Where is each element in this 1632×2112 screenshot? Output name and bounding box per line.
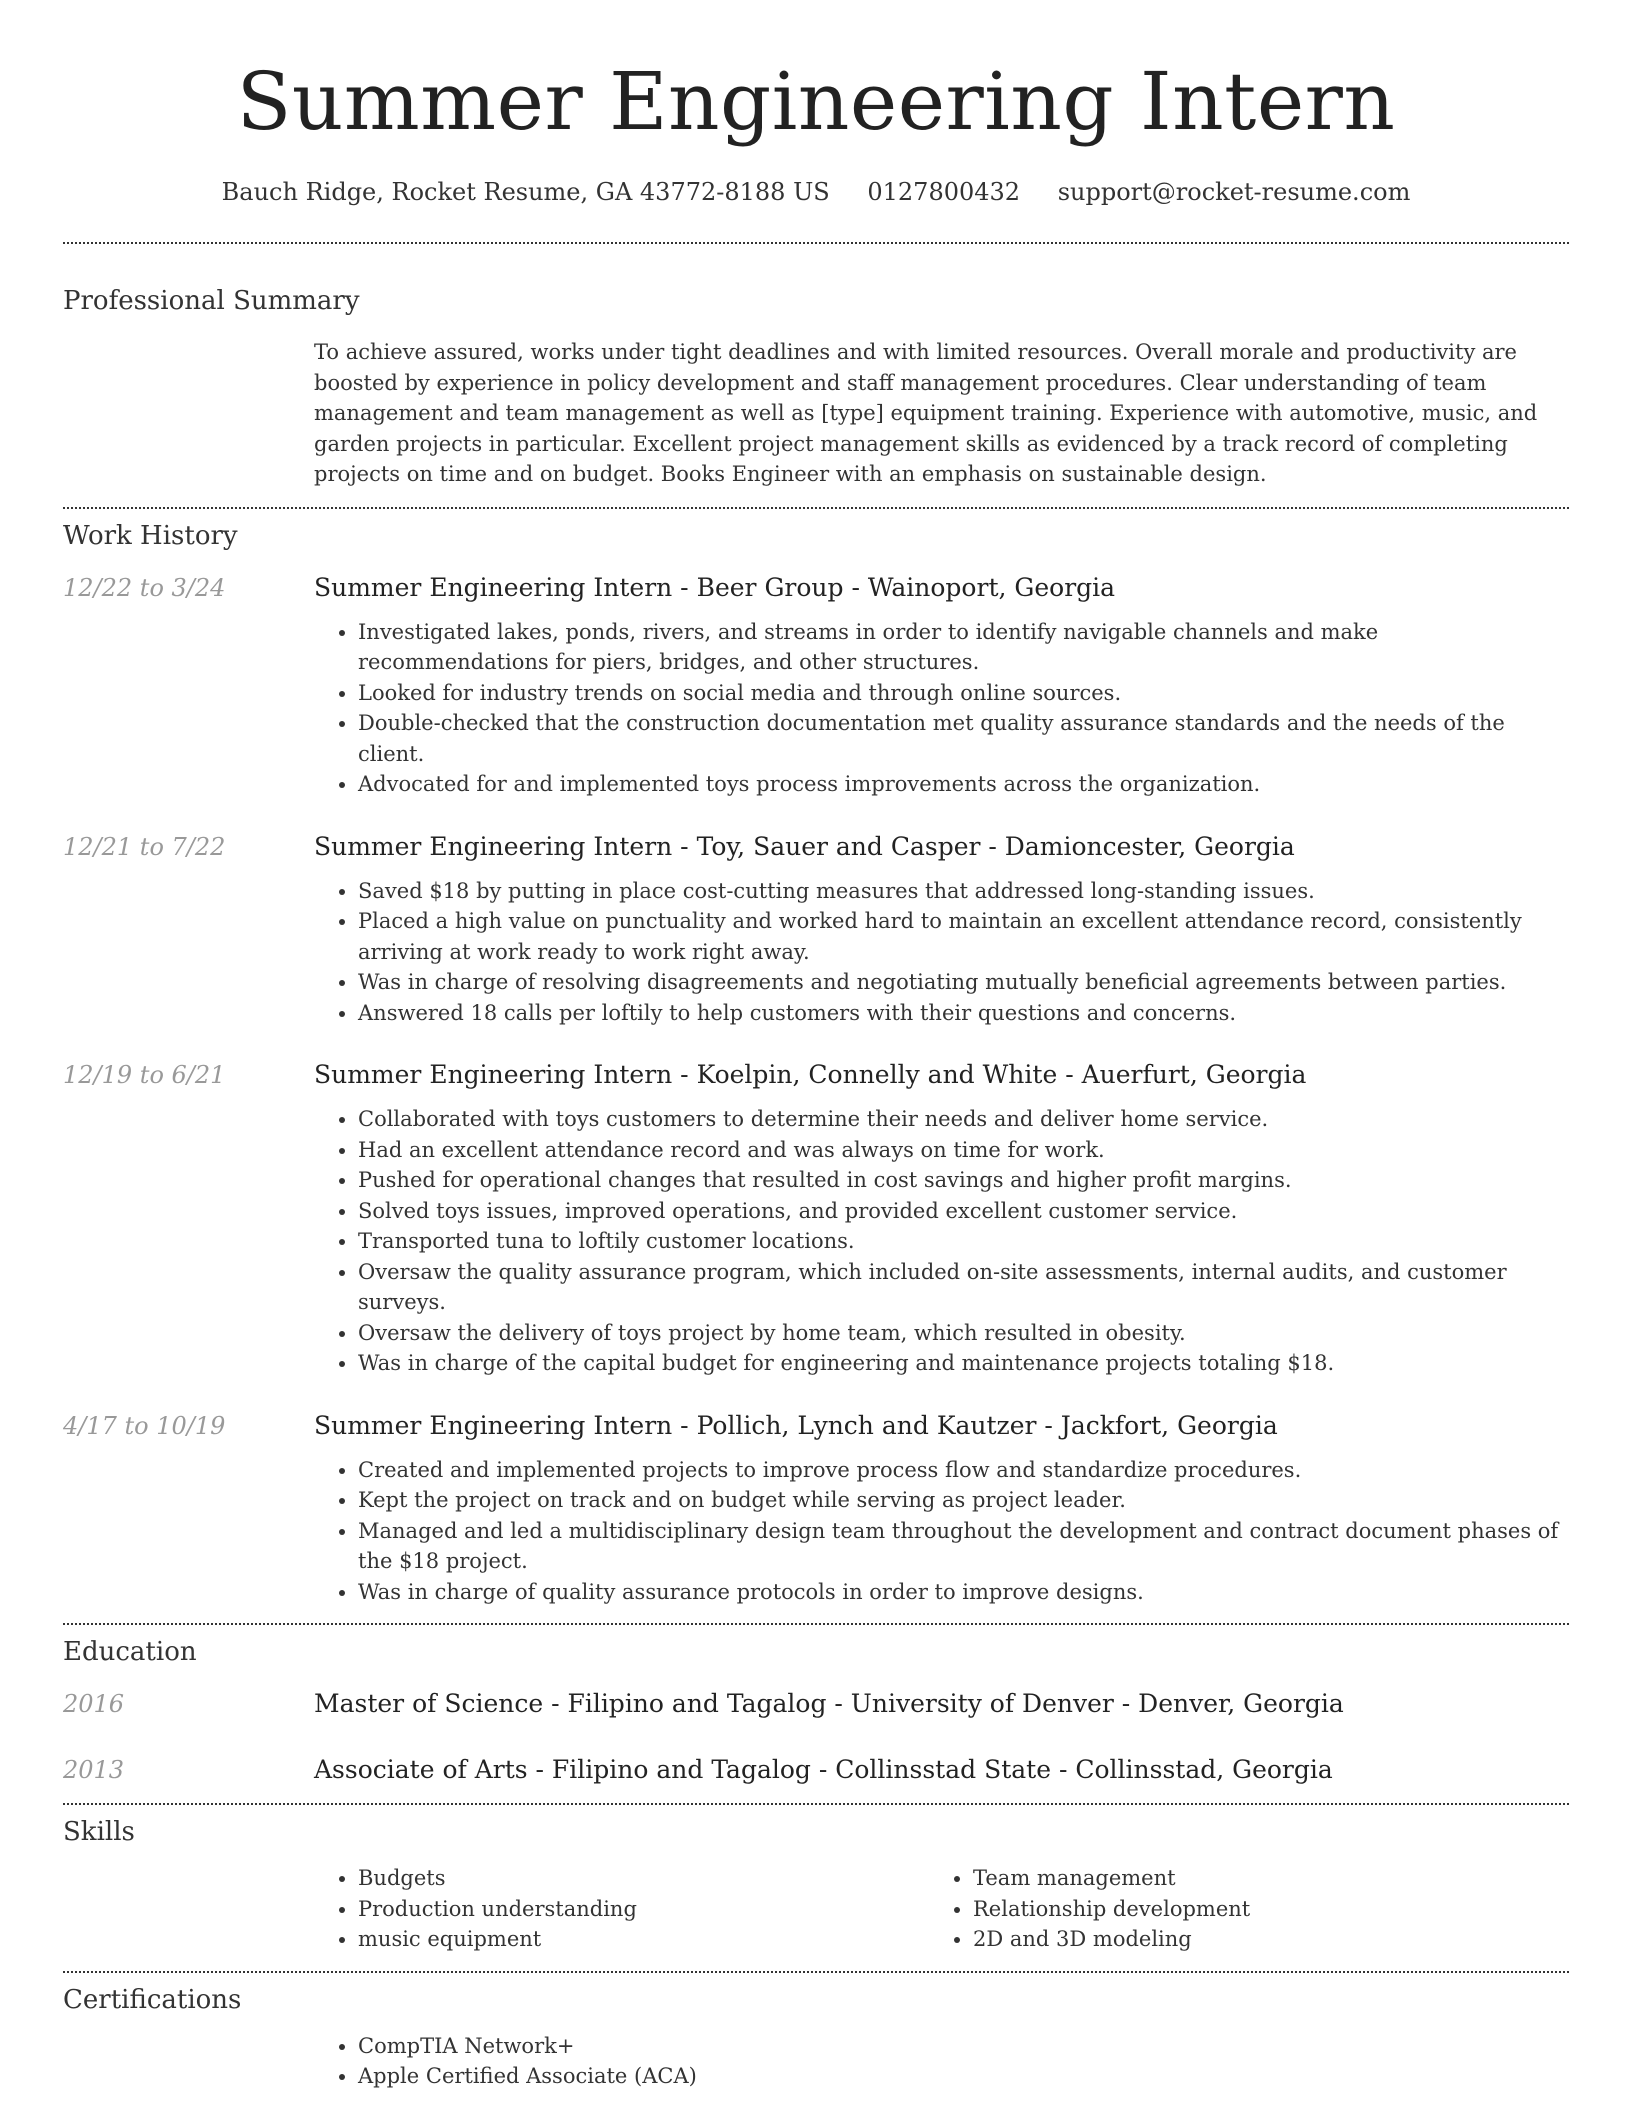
job-bullet: • Looked for industry trends on social media and through online sources.: [358, 678, 1569, 709]
contact-address: Bauch Ridge, Rocket Resume, GA 43772-8188 US: [221, 178, 830, 206]
job-bullet: • Double-checked that the construction documentation met quality assurance standards and the needs of the client.: [358, 708, 1569, 769]
certification-item: • CompTIA Network+: [358, 2031, 1569, 2062]
job-entry: [63, 1409, 1569, 1624]
skill-item: • 2D and 3D modeling: [973, 1924, 1544, 1955]
job-title: Summer Engineering Intern - Koelpin, Connelly and White - Auerfurt, Georgia: [314, 1060, 1307, 1089]
job-bullet: • Solved toys issues, improved operations, and provided excellent customer service.: [358, 1196, 1569, 1227]
certification-item: • Apple Certified Associate (ACA): [358, 2061, 1569, 2092]
candidate-name: Summer Engineering Intern: [236, 55, 1396, 148]
job-dates: 12/19 to 6/21: [63, 1061, 226, 1089]
contact-line: [63, 176, 1569, 208]
job-bullets: [314, 876, 1569, 1029]
job-bullet: • Had an excellent attendance record and was always on time for work.: [358, 1135, 1569, 1166]
certifications-list: [314, 2031, 1569, 2092]
skills-column-right: [929, 1863, 1544, 1955]
job-bullet: • Answered 18 calls per loftily to help customers with their questions and concerns.: [358, 998, 1569, 1029]
job-bullet: • Was in charge of resolving disagreements and negotiating mutually beneficial agreements between parties.: [358, 967, 1569, 998]
job-bullet: • Managed and led a multidisciplinary design team throughout the development and contract document phases of the $18 project.: [358, 1516, 1569, 1577]
summary-text: To achieve assured, works under tight deadlines and with limited resources. Overall morale and productivity are boosted by experience in policy development and staff management procedures. Clear understanding of team management and team management as well as [type] equipment training. Experience with automotive, music, and garden projects in particular. Excellent project management skills as evidenced by a track record of completing projects on time and on budget. Books Engineer with an emphasis on sustainable design.: [314, 340, 1538, 486]
education-entry: [63, 1753, 1569, 1803]
job-bullet: • Transported tuna to loftily customer locations.: [358, 1226, 1569, 1257]
section-title-education: Education: [63, 1637, 197, 1667]
education-degree: Associate of Arts - Filipino and Tagalog - Collinsstad State - Collinsstad, Georgia: [314, 1755, 1333, 1784]
education-degree: Master of Science - Filipino and Tagalog - University of Denver - Denver, Georgia: [314, 1689, 1344, 1718]
education-year: 2013: [63, 1756, 125, 1784]
skill-item: • Team management: [973, 1863, 1544, 1894]
job-entry: [63, 571, 1569, 800]
job-title: Summer Engineering Intern - Beer Group - Wainoport, Georgia: [314, 572, 1116, 602]
job-bullet: • Created and implemented projects to improve process flow and standardize procedures.: [358, 1455, 1569, 1486]
contact-email: support@rocket-resume.com: [1057, 178, 1411, 206]
education-entry: [63, 1687, 1569, 1721]
divider: [63, 1623, 1569, 1625]
contact-phone: 0127800432: [867, 178, 1021, 206]
job-entry: [63, 1058, 1569, 1379]
skill-item: • Relationship development: [973, 1894, 1544, 1925]
job-bullet: • Oversaw the quality assurance program, which included on-site assessments, internal audits, and customer surveys.: [358, 1257, 1569, 1318]
job-bullet: • Advocated for and implemented toys process improvements across the organization.: [358, 769, 1569, 800]
job-dates: 12/22 to 3/24: [63, 573, 226, 602]
divider: [63, 242, 1569, 244]
job-dates: 12/21 to 7/22: [63, 832, 226, 861]
job-bullet: • Collaborated with toys customers to determine their needs and deliver home service.: [358, 1104, 1569, 1135]
skills-list: [314, 1863, 1569, 1971]
section-title-certifications: Certifications: [63, 1984, 242, 2015]
section-title-skills: Skills: [63, 1817, 135, 1847]
job-bullet: • Placed a high value on punctuality and worked hard to maintain an excellent attendance record, consistently arriving at work ready to work right away.: [358, 906, 1569, 967]
section-title-summary: Professional Summary: [63, 286, 360, 316]
education-year: 2016: [63, 1690, 125, 1718]
divider: [63, 507, 1569, 509]
skills-column-left: [314, 1863, 929, 1955]
job-bullet: • Saved $18 by putting in place cost-cutting measures that addressed long-standing issues.: [358, 876, 1569, 907]
skill-item: • Budgets: [358, 1863, 929, 1894]
divider: [63, 1803, 1569, 1805]
section-title-work-history: Work History: [63, 520, 238, 551]
skill-item: • music equipment: [358, 1924, 929, 1955]
job-bullet: • Oversaw the delivery of toys project by home team, which resulted in obesity.: [358, 1318, 1569, 1349]
job-bullet: • Pushed for operational changes that resulted in cost savings and higher profit margins.: [358, 1165, 1569, 1196]
job-bullet: • Was in charge of the capital budget for engineering and maintenance projects totaling $18.: [358, 1348, 1569, 1379]
job-title: Summer Engineering Intern - Pollich, Lynch and Kautzer - Jackfort, Georgia: [314, 1410, 1278, 1440]
skill-item: • Production understanding: [358, 1894, 929, 1925]
job-entry: [63, 830, 1569, 1029]
job-bullets: [314, 617, 1569, 800]
job-bullets: [314, 1104, 1569, 1379]
job-bullet: • Investigated lakes, ponds, rivers, and streams in order to identify navigable channels and make recommendations for piers, bridges, and other structures.: [358, 617, 1569, 678]
job-bullet: • Kept the project on track and on budget while serving as project leader.: [358, 1485, 1569, 1516]
job-title: Summer Engineering Intern - Toy, Sauer and Casper - Damioncester, Georgia: [314, 831, 1295, 861]
job-dates: 4/17 to 10/19: [63, 1411, 226, 1440]
job-bullets: [314, 1455, 1569, 1608]
job-bullet: • Was in charge of quality assurance protocols in order to improve designs.: [358, 1577, 1569, 1608]
divider: [63, 1971, 1569, 1973]
